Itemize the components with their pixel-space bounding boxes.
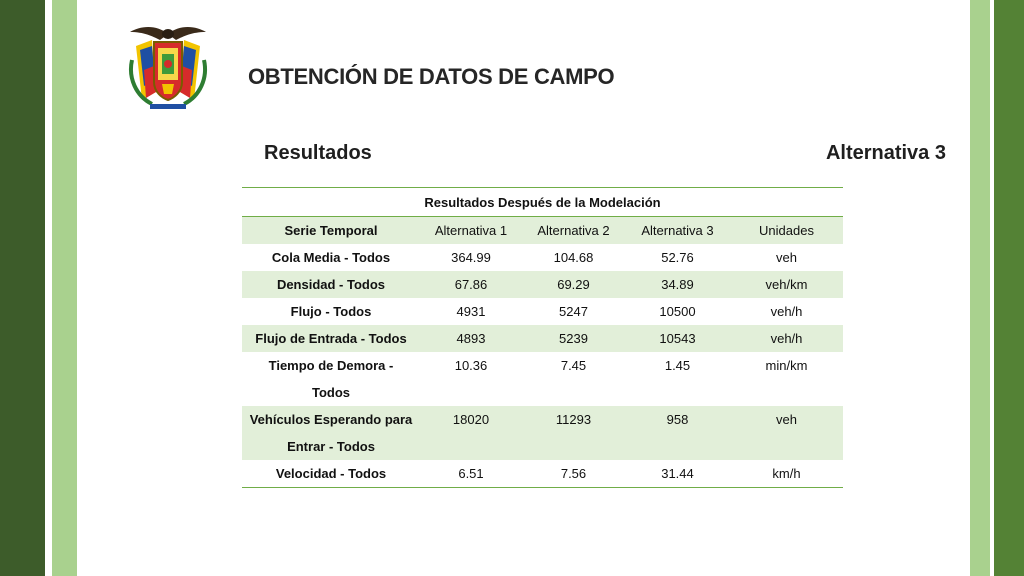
row-label bbox=[242, 352, 420, 406]
row-label-line-2: Entrar - Todos bbox=[287, 439, 375, 454]
cell-unit: veh bbox=[730, 406, 843, 460]
cell-alt3: 31.44 bbox=[661, 466, 694, 481]
row-label-line-1: Tiempo de Demora - bbox=[268, 358, 394, 373]
table-row bbox=[242, 298, 843, 325]
header-alt1: Alternativa 1 bbox=[420, 217, 522, 245]
cell-alt1: 67.86 bbox=[420, 271, 522, 298]
cell-unit: min/km bbox=[765, 358, 808, 373]
table-row bbox=[242, 460, 843, 488]
table-row bbox=[242, 325, 843, 352]
cell-unit: veh/h bbox=[730, 325, 843, 352]
table-row bbox=[242, 352, 843, 406]
cell-alt1: 10.36 bbox=[454, 358, 488, 373]
row-label-line-2: Todos bbox=[311, 385, 351, 400]
cell-unit: km/h bbox=[772, 466, 801, 481]
header-units: Unidades bbox=[730, 217, 843, 245]
ecuador-coat-of-arms-logo bbox=[122, 20, 214, 120]
cell-alt1: 18020 bbox=[420, 406, 522, 460]
cell-unit: veh/h bbox=[770, 304, 803, 319]
header-alt3: Alternativa 3 bbox=[625, 217, 730, 245]
left-light-bar bbox=[52, 0, 77, 576]
table-row bbox=[242, 406, 843, 460]
table-row bbox=[242, 271, 843, 298]
table-caption: Resultados Después de la Modelación bbox=[242, 188, 843, 217]
cell-alt2: 69.29 bbox=[522, 271, 625, 298]
cell-alt1: 4931 bbox=[456, 304, 486, 319]
cell-alt1: 364.99 bbox=[451, 250, 491, 265]
cell-alt2: 11293 bbox=[522, 406, 625, 460]
cell-alt2: 7.45 bbox=[560, 358, 587, 373]
row-label: Densidad - Todos bbox=[242, 271, 420, 298]
results-table bbox=[242, 187, 843, 488]
header-serie: Serie Temporal bbox=[242, 217, 420, 245]
header-alt2: Alternativa 2 bbox=[522, 217, 625, 245]
header-row bbox=[242, 217, 843, 245]
cell-alt1: 6.51 bbox=[458, 466, 484, 481]
cell-alt3: 958 bbox=[625, 406, 730, 460]
right-light-bar bbox=[970, 0, 990, 576]
alternative-heading: Alternativa 3 bbox=[825, 142, 946, 164]
left-dark-bar bbox=[0, 0, 45, 576]
cell-alt3: 52.76 bbox=[661, 250, 694, 265]
cell-alt2: 5239 bbox=[522, 325, 625, 352]
cell-alt2: 5247 bbox=[559, 304, 588, 319]
cell-alt3: 10500 bbox=[659, 304, 696, 319]
cell-alt2: 7.56 bbox=[560, 466, 587, 481]
cell-alt3: 10543 bbox=[625, 325, 730, 352]
row-label: Flujo - Todos bbox=[290, 304, 372, 319]
cell-unit: veh bbox=[776, 250, 797, 265]
row-label bbox=[242, 406, 420, 460]
cell-alt1: 4893 bbox=[420, 325, 522, 352]
row-label: Flujo de Entrada - Todos bbox=[242, 325, 420, 352]
cell-alt3: 34.89 bbox=[625, 271, 730, 298]
row-label-line-1: Vehículos Esperando para bbox=[249, 412, 413, 427]
row-label: Velocidad - Todos bbox=[275, 466, 387, 481]
section-heading: Resultados bbox=[264, 142, 372, 164]
caption-row bbox=[242, 188, 843, 217]
cell-alt3: 1.45 bbox=[664, 358, 691, 373]
slide-title: OBTENCIÓN DE DATOS DE CAMPO bbox=[248, 64, 615, 89]
right-dark-bar bbox=[994, 0, 1024, 576]
cell-unit: veh/km bbox=[730, 271, 843, 298]
table-row bbox=[242, 244, 843, 271]
row-label: Cola Media - Todos bbox=[271, 250, 391, 265]
cell-alt2: 104.68 bbox=[553, 250, 594, 265]
